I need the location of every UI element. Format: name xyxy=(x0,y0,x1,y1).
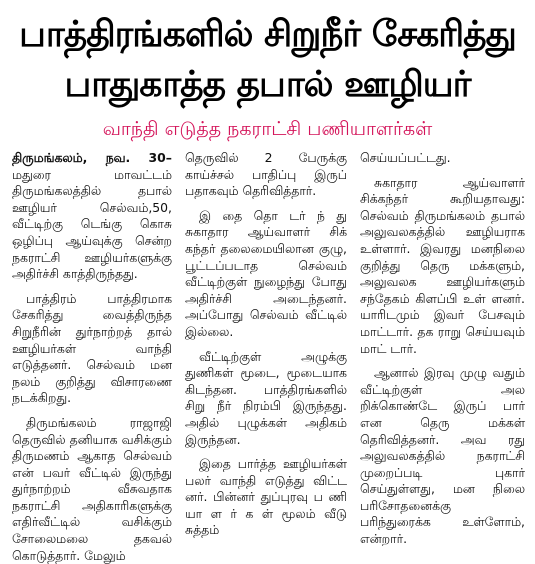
article-paragraph: சுகாதார ஆய்வாளர் சிக்கந்தர் கூறியதாவது: செல்வம் திருமங்கலம் தபால் அலுவலகத்தில் ஊழியராக உள்ளார். இவரது மனநிலை குறித்து தெரு மக்களும், அலுவலக ஊழியர்களும் சந்தேகம் கிளப்பி உள் ளனர். யாரிடமும் இவர் பேசவும் மாட்டார். தக ராறு செய்யவும் மாட் டார். xyxy=(360,174,525,356)
paragraph-text: மதுரை மாவட்டம் திருமங்கலத்தில் தபால் ஊழியர் செல்வம்,50, வீட்டிற்கு டெங்கு கொசு ஒழிப்பு ஆய்வுக்கு சென்ற நகராட்சி ஊழியர்களுக்கு அதிர்ச்சி காத்திருந்தது. xyxy=(12,166,172,282)
article-paragraph: பாத்திரம் பாத்திரமாக சேகரித்து வைத்திருந்த சிறுநீரின் துர்நாற்றத் தால் ஊழியர்கள் வாந்தி எடுத்தனர். செல்வம் மன நலம் குறித்து விசாரணை நடக்கிறது. xyxy=(12,290,172,406)
headline-line-1: பாத்திரங்களில் சிறுநீர் சேகரித்து xyxy=(19,14,516,55)
article-column-2 xyxy=(185,150,347,542)
article-paragraph: வீட்டிற்குள் அழுக்கு துணிகள் மூடை, மூடையாக கிடந்தன. பாத்திரங்களில் சிறு நீர் நிரம்பி இருந்தது. அதில் புழுக்கள் அதிகம் இருந்தன. xyxy=(185,348,347,447)
article-paragraph: திருமங்கலம் ராஜாஜி தெருவில் தனியாக வசிக்கும் திருமணம் ஆகாத செல்வம் என் பவர் வீட்டில் இருந்து துர்நாற்றம் வீசுவதாக நகராட்சி அதிகாரிகளுக்கு எதிர்வீட்டில் வசிக்கும் சோலைமலை தகவல் கொடுத்தார். மேலும் xyxy=(12,414,172,563)
article-paragraph: தெருவில் 2 பேருக்கு காய்ச்சல் பாதிப்பு இருப் பதாகவும் தெரிவித்தார். xyxy=(185,150,347,199)
article-paragraph: இதை பார்த்த ஊழியர்கள் பலர் வாந்தி எடுத்து விட்ட னர். பின்னர் துப்புரவு ப ணி யா ள ர் க ள் மூலம் வீடு சுத்தம் xyxy=(185,456,347,538)
article-column-3 xyxy=(360,150,525,547)
article-column-1 xyxy=(12,150,172,563)
headline-line-2: பாதுகாத்த தபால் ஊழியர் xyxy=(64,64,471,105)
article-paragraph xyxy=(12,150,172,283)
article-paragraph: செய்யப்பட்டது. xyxy=(360,150,451,165)
dateline: திருமங்கலம், நவ. 30– xyxy=(12,150,172,165)
article-paragraph: இ தை தொ டர் ந் து சுகாதார ஆய்வாளர் சிக் கந்தர் தலைமையிலான குழு, பூட்டப்படாத செல்வம் வீட்டிற்குள் நுழைந்து போது அதிர்ச்சி அடைந்தனர். அப்போது செல்வம் வீட்டில் இல்லை. xyxy=(185,207,347,339)
article-paragraph: ஆனால் இரவு முழு வதும் வீட்டிற்குள் அல றிக்கொண்டே இருப் பார் என தெரு மக்கள் தெரிவித்தனர். அவ ரது அலுவலகத்தில் நகராட்சி முறைப்படி புகார் செய்துள்ளது, மன நிலை பரிசோதனைக்கு பரிந்துரைக்க உள்ளோம், என்றார். xyxy=(360,365,525,547)
subheadline: வாந்தி எடுத்த நகராட்சி பணியாளர்கள் xyxy=(102,118,433,140)
